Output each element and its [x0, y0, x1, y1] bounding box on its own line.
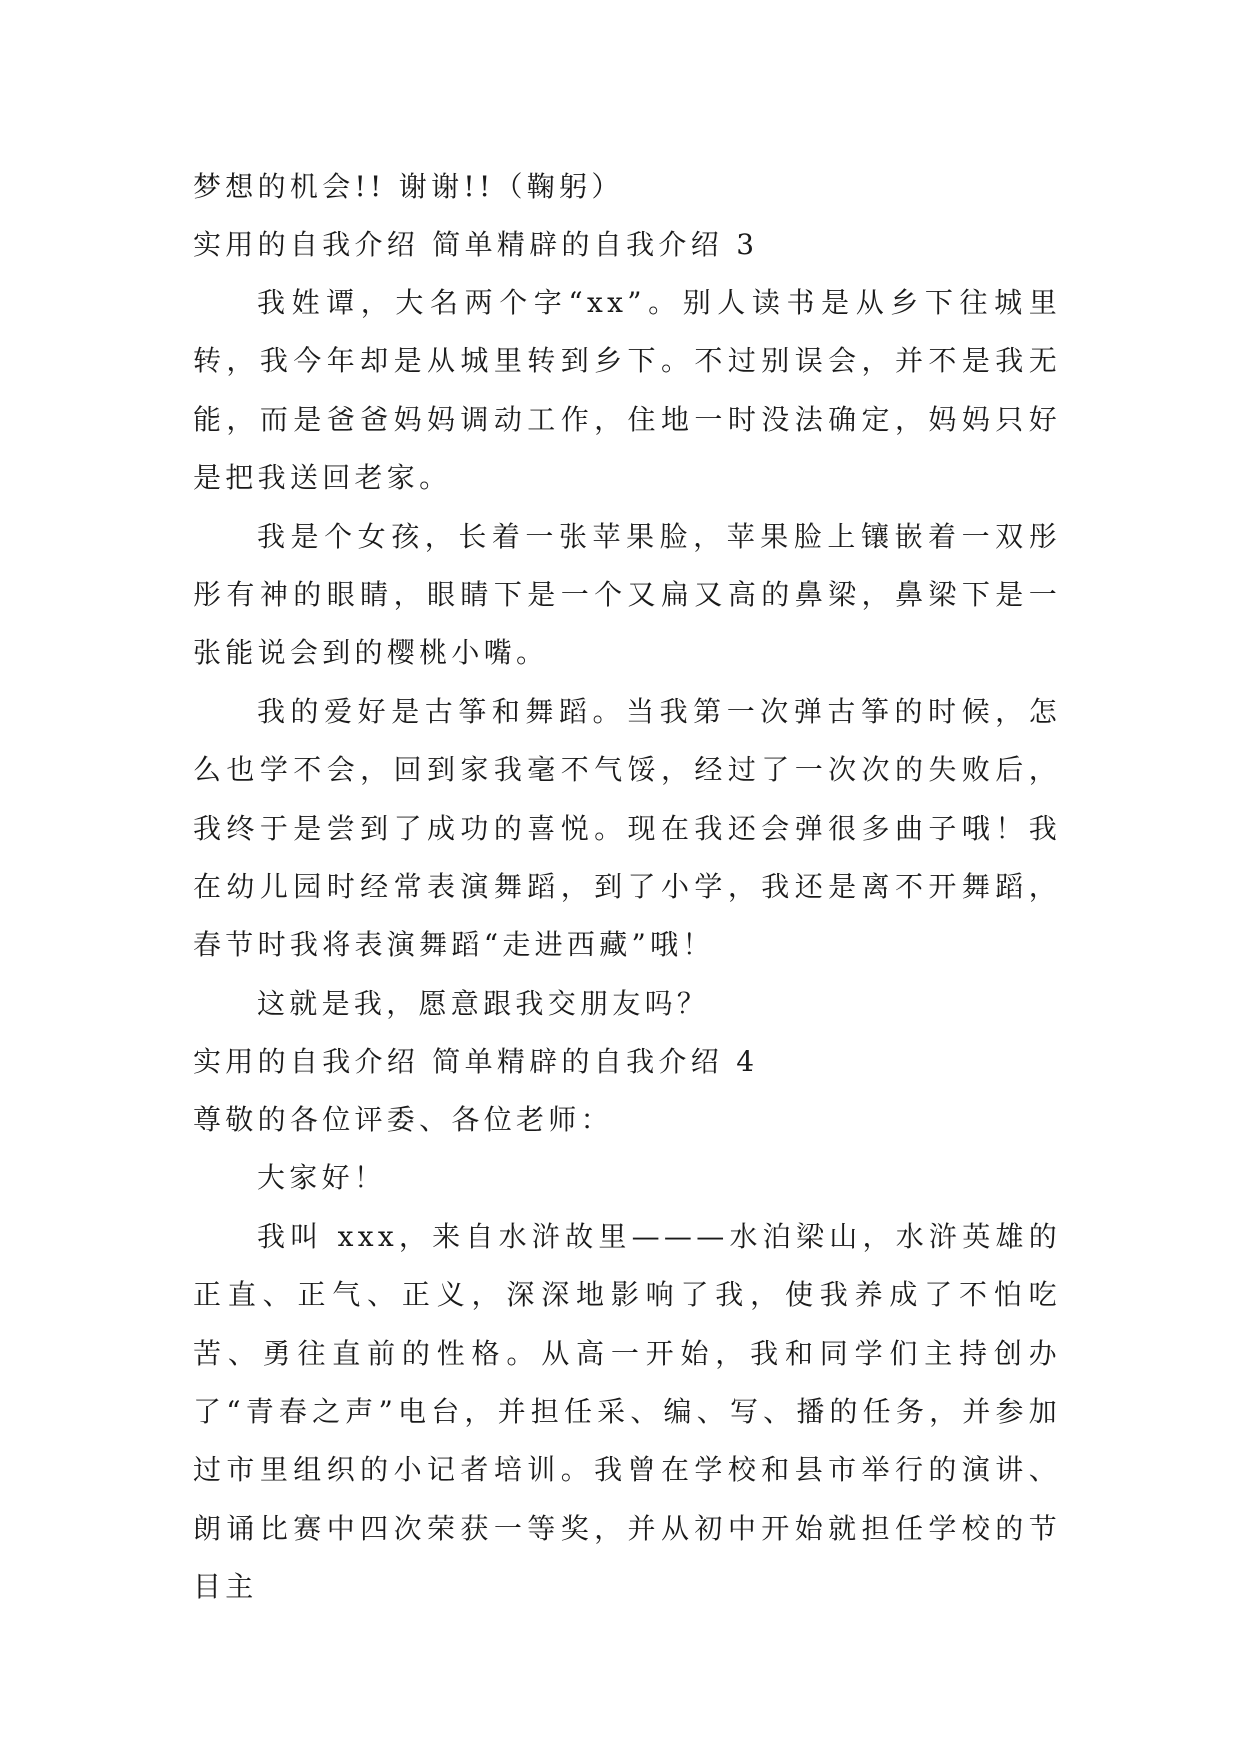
- section-heading-4: 实用的自我介绍 简单精辟的自我介绍 4: [193, 1045, 759, 1079]
- salutation: 尊敬的各位评委、各位老师：: [193, 1103, 613, 1137]
- paragraph-surname: 我姓谭，大名两个字“xx”。别人读书是从乡下往城里转，我今年却是从城里转到乡下。不过别误会，并不是我无能，而是爸爸妈妈调动工作，住地一时没法确定，妈妈只好是把我送回老家。: [193, 286, 1061, 495]
- continuation-line: 梦想的机会!! 谢谢!!（鞠躬）: [193, 170, 624, 203]
- document-body: [193, 158, 1061, 1617]
- section-heading-3: 实用的自我介绍 简单精辟的自我介绍 3: [193, 228, 759, 261]
- paragraph-greeting: 大家好！: [257, 1161, 387, 1195]
- paragraph-hobbies: 我的爱好是古筝和舞蹈。当我第一次弹古筝的时候，怎么也学不会，回到家我毫不气馁，经过了一次次的失败后，我终于是尝到了成功的喜悦。现在我还会弹很多曲子哦！我在幼儿园时经常表演舞蹈，到了小学，我还是离不开舞蹈，春节时我将表演舞蹈“走进西藏”哦！: [193, 694, 1061, 962]
- paragraph-appearance: 我是个女孩，长着一张苹果脸，苹果脸上镶嵌着一双彤彤有神的眼睛，眼睛下是一个又扁又高的鼻梁，鼻梁下是一张能说会到的樱桃小嘴。: [193, 519, 1061, 670]
- paragraph-friends: 这就是我，愿意跟我交朋友吗？: [257, 986, 710, 1020]
- paragraph-intro: 我叫 xxx，来自水浒故里———水泊梁山，水浒英雄的正直、正气、正义，深深地影响了我，使我养成了不怕吃苦、勇往直前的性格。从高一开始，我和同学们主持创办了“青春之声”电台，并担任采、编、写、播的任务，并参加过市里组织的小记者培训。我曾在学校和县市举行的演讲、朗诵比赛中四次荣获一等奖，并从初中开始就担任学校的节目主: [193, 1219, 1061, 1604]
